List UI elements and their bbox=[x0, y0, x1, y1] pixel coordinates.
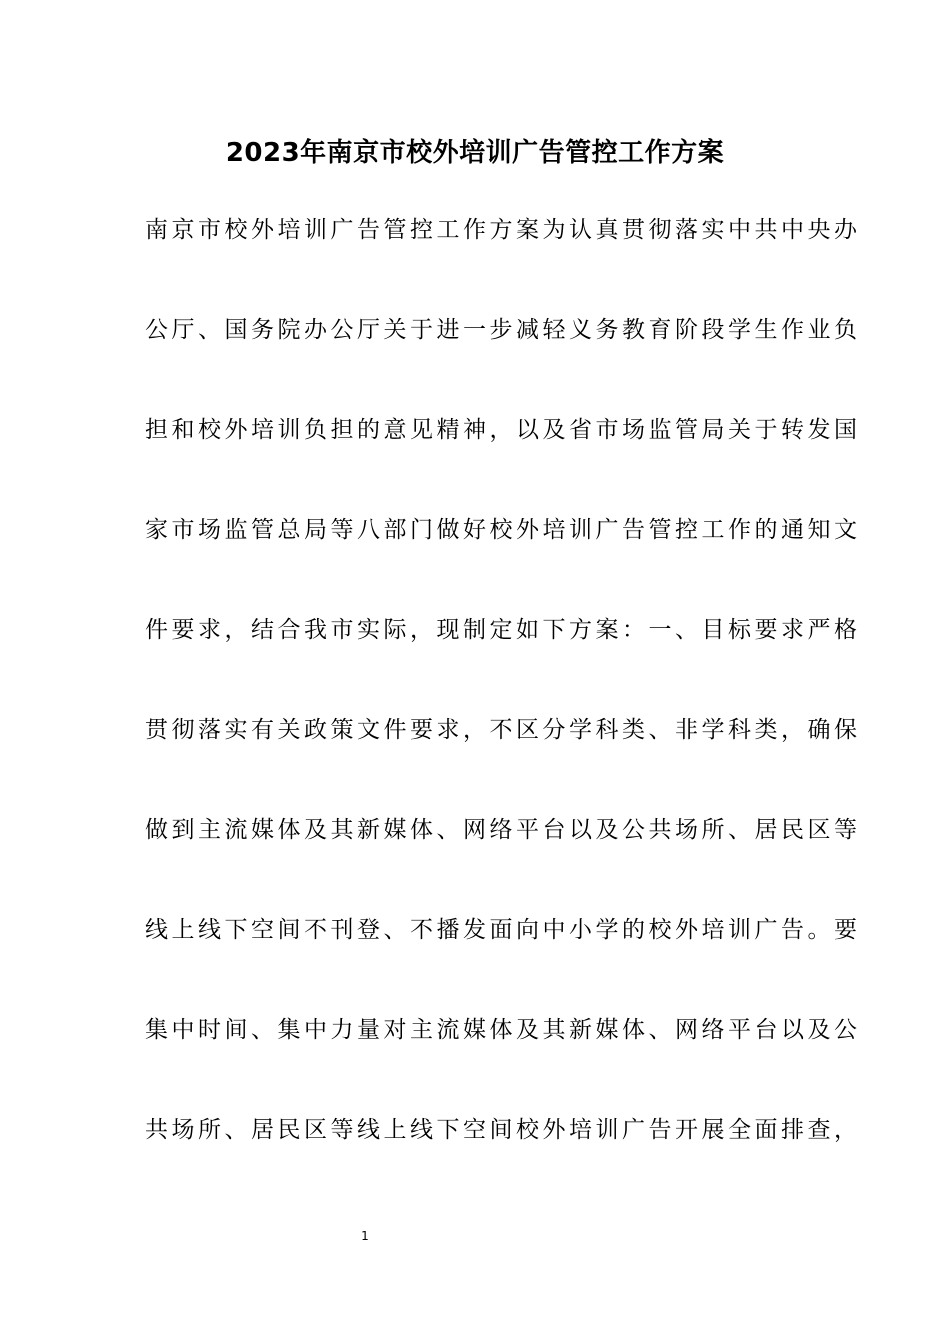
body-line: 公厅、国务院办公厅关于进一步减轻义务教育阶段学生作业负 bbox=[145, 317, 861, 343]
body-line: 南京市校外培训广告管控工作方案为认真贯彻落实中共中央办 bbox=[145, 217, 861, 243]
document-body bbox=[145, 180, 861, 1180]
body-line: 做到主流媒体及其新媒体、网络平台以及公共场所、居民区等 bbox=[145, 817, 861, 843]
page-number: 1 bbox=[361, 1229, 369, 1243]
document-title: 2023年南京市校外培训广告管控工作方案 bbox=[225, 138, 725, 168]
body-line: 共场所、居民区等线上线下空间校外培训广告开展全面排查， bbox=[145, 1117, 861, 1143]
body-line: 担和校外培训负担的意见精神，以及省市场监管局关于转发国 bbox=[145, 417, 861, 443]
body-line: 家市场监管总局等八部门做好校外培训广告管控工作的通知文 bbox=[145, 517, 861, 543]
body-line: 集中时间、集中力量对主流媒体及其新媒体、网络平台以及公 bbox=[145, 1017, 861, 1043]
body-line: 贯彻落实有关政策文件要求，不区分学科类、非学科类，确保 bbox=[145, 717, 861, 743]
body-line: 线上线下空间不刊登、不播发面向中小学的校外培训广告。要 bbox=[145, 917, 861, 943]
body-line: 件要求，结合我市实际，现制定如下方案：一、目标要求严格 bbox=[145, 617, 861, 643]
